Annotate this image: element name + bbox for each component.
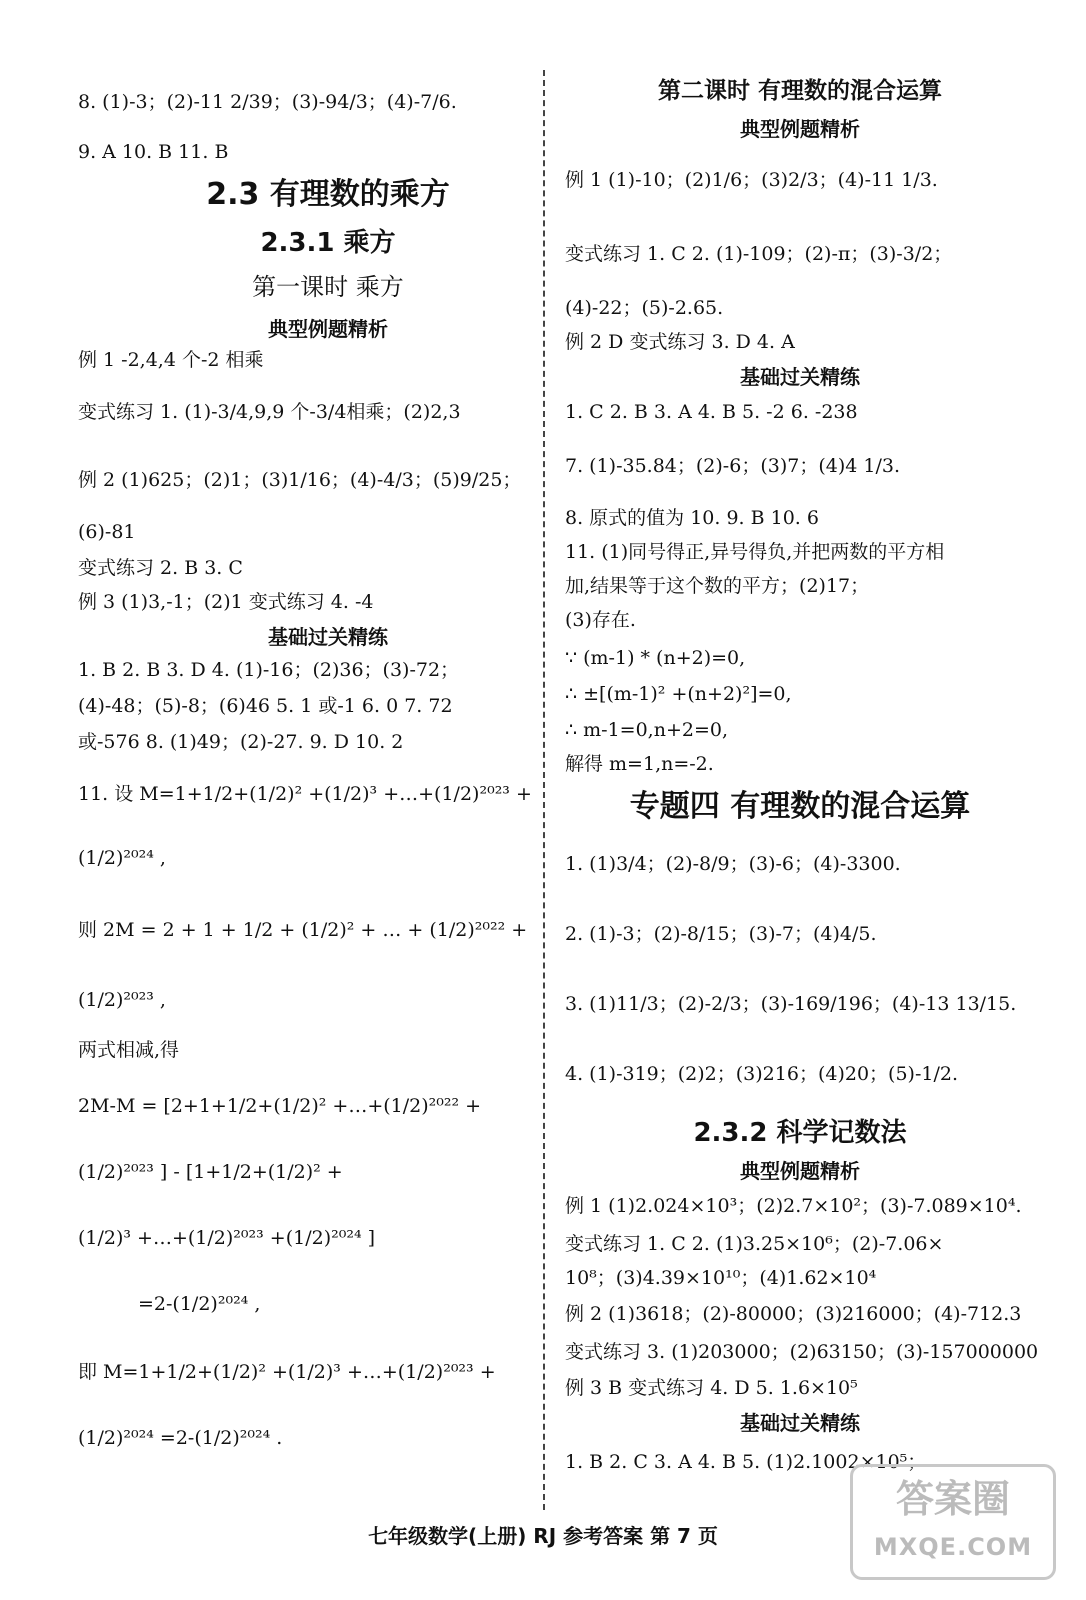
section-title: 专题四 有理数的混合运算 xyxy=(629,789,971,824)
answer-line: 或-576 8. (1)49；(2)-27. 9. D 10. 2 xyxy=(78,731,404,753)
answer-line: 8. 原式的值为 10. 9. B 10. 6 xyxy=(565,507,819,529)
answer-line: ∵ (m-1) * (n+2)=0, xyxy=(565,647,746,669)
watermark-url: MXQE.COM xyxy=(873,1533,1033,1561)
subsection-title: 2.3.2 科学记数法 xyxy=(693,1118,907,1148)
answer-line: 1. C 2. B 3. A 4. B 5. -2 6. -238 xyxy=(565,401,858,423)
answer-line: 解得 m=1,n=-2. xyxy=(565,753,714,775)
answer-line: 则 2M = 2 + 1 + 1/2 + (1/2)² + … + (1/2)²⁰²² + xyxy=(78,919,528,941)
answer-line: 例 1 (1)2.024×10³；(2)2.7×10²；(3)-7.089×10⁴. xyxy=(565,1195,1022,1217)
answer-line: ∴ m-1=0,n+2=0, xyxy=(565,719,728,741)
answer-line: 例 2 (1)3618；(2)-80000；(3)216000；(4)-712.3 xyxy=(565,1303,1022,1325)
answer-line: 例 1 -2,4,4 个-2 相乘 xyxy=(78,349,264,371)
answer-line: (4)-22；(5)-2.65. xyxy=(565,297,724,319)
answer-line: 例 2 D 变式练习 3. D 4. A xyxy=(565,331,795,353)
answer-line: (3)存在. xyxy=(565,609,636,631)
answer-line: 7. (1)-35.84；(2)-6；(3)7；(4)4 1/3. xyxy=(565,455,900,477)
answer-line: 变式练习 1. C 2. (1)3.25×10⁶；(2)-7.06× xyxy=(565,1233,944,1255)
answer-line: 变式练习 2. B 3. C xyxy=(78,557,243,579)
answer-line: 变式练习 3. (1)203000；(2)63150；(3)-157000000 xyxy=(565,1341,1039,1363)
block-heading: 典型例题精析 xyxy=(740,1159,860,1183)
block-heading: 典型例题精析 xyxy=(740,117,860,141)
answer-line: 3. (1)11/3；(2)-2/3；(3)-169/196；(4)-13 13/15. xyxy=(565,993,1017,1015)
page-footer: 七年级数学(上册) RJ 参考答案 第 7 页 xyxy=(368,1524,718,1548)
answer-line: 例 3 (1)3,-1；(2)1 变式练习 4. -4 xyxy=(78,591,374,613)
section-title: 2.3 有理数的乘方 xyxy=(206,177,450,212)
watermark-logo-text: 答案圈 xyxy=(895,1477,1010,1521)
answer-line: 即 M=1+1/2+(1/2)² +(1/2)³ +…+(1/2)²⁰²³ + xyxy=(78,1361,496,1383)
lesson-title: 第一课时 乘方 xyxy=(252,273,404,301)
block-heading: 基础过关精练 xyxy=(268,625,388,649)
block-heading: 基础过关精练 xyxy=(740,1411,860,1435)
answer-line: 两式相减,得 xyxy=(78,1039,180,1061)
answer-line: (1/2)²⁰²³ , xyxy=(78,989,166,1011)
subsection-title: 2.3.1 乘方 xyxy=(260,228,396,258)
answer-line: 4. (1)-319；(2)2；(3)216；(4)20；(5)-1/2. xyxy=(565,1063,958,1085)
answer-line: 1. (1)3/4；(2)-8/9；(3)-6；(4)-3300. xyxy=(565,853,901,875)
answer-line: 例 2 (1)625；(2)1；(3)1/16；(4)-4/3；(5)9/25； xyxy=(78,469,522,491)
answer-line: (6)-81 xyxy=(78,521,136,543)
answer-line: =2-(1/2)²⁰²⁴ , xyxy=(138,1293,261,1315)
column-divider xyxy=(543,70,545,1510)
answer-line: 10⁸；(3)4.39×10¹⁰；(4)1.62×10⁴ xyxy=(565,1267,877,1289)
watermark-logo xyxy=(850,1464,1056,1580)
answer-line: 9. A 10. B 11. B xyxy=(78,141,229,163)
answer-line: ∴ ±[(m-1)² +(n+2)²]=0, xyxy=(565,683,792,705)
answer-line: (4)-48；(5)-8；(6)46 5. 1 或-1 6. 0 7. 72 xyxy=(78,695,453,717)
answer-line: 例 1 (1)-10；(2)1/6；(3)2/3；(4)-11 1/3. xyxy=(565,169,938,191)
answer-line: 2. (1)-3；(2)-8/15；(3)-7；(4)4/5. xyxy=(565,923,877,945)
answer-line: 变式练习 1. (1)-3/4,9,9 个-3/4相乘；(2)2,3 xyxy=(78,401,461,423)
answer-line: 11. 设 M=1+1/2+(1/2)² +(1/2)³ +…+(1/2)²⁰²³ + xyxy=(78,783,532,805)
answer-line: (1/2)²⁰²⁴ , xyxy=(78,847,166,869)
lesson-title: 第二课时 有理数的混合运算 xyxy=(657,77,942,104)
answer-line: 加,结果等于这个数的平方；(2)17； xyxy=(565,575,870,597)
answer-line: (1/2)³ +…+(1/2)²⁰²³ +(1/2)²⁰²⁴ ] xyxy=(78,1227,376,1249)
answer-line: 1. B 2. C 3. A 4. B 5. (1)2.1002×10⁵； xyxy=(565,1451,927,1473)
answer-line: 11. (1)同号得正,异号得负,并把两数的平方相 xyxy=(565,541,945,563)
answer-line: (1/2)²⁰²³ ] - [1+1/2+(1/2)² + xyxy=(78,1161,343,1183)
answer-line: 2M-M = [2+1+1/2+(1/2)² +…+(1/2)²⁰²² + xyxy=(78,1095,482,1117)
answer-line: (1/2)²⁰²⁴ =2-(1/2)²⁰²⁴ . xyxy=(78,1427,283,1449)
block-heading: 典型例题精析 xyxy=(268,317,388,341)
answer-line: 变式练习 1. C 2. (1)-109；(2)-π；(3)-3/2； xyxy=(565,243,953,265)
answer-line: 8. (1)-3；(2)-11 2/39；(3)-94/3；(4)-7/6. xyxy=(78,91,457,113)
block-heading: 基础过关精练 xyxy=(740,365,860,389)
answer-line: 1. B 2. B 3. D 4. (1)-16；(2)36；(3)-72； xyxy=(78,659,460,681)
answer-line: 例 3 B 变式练习 4. D 5. 1.6×10⁵ xyxy=(565,1377,858,1399)
